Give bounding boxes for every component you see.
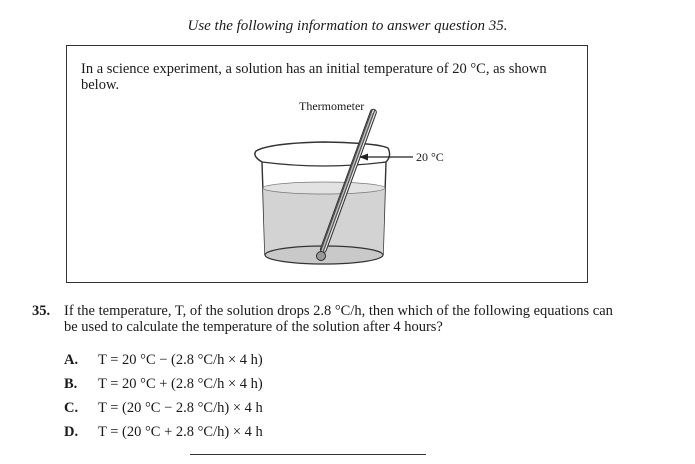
thermometer-label: Thermometer	[299, 99, 365, 113]
option-text: T = 20 °C − (2.8 °C/h × 4 h)	[98, 352, 263, 368]
intro-instruction: Use the following information to answer question 35.	[187, 18, 508, 34]
question-text: If the temperature, T, of the solution drops 2.8 °C/h, then which of the following equations can be used to calculate the temperature of the solution after 4 hours?	[64, 303, 613, 335]
option-text: T = (20 °C + 2.8 °C/h) × 4 h	[98, 424, 263, 440]
option-letter: C.	[64, 400, 79, 416]
temperature-label: 20 °C	[416, 150, 444, 164]
liquid-surface	[263, 182, 385, 194]
option-text: T = 20 °C + (2.8 °C/h × 4 h)	[98, 376, 263, 392]
option-letter: D.	[64, 424, 79, 440]
option-text: T = (20 °C − 2.8 °C/h) × 4 h	[98, 400, 263, 416]
info-text: In a science experiment, a solution has an initial temperature of 20 °C, as shown below.	[81, 61, 547, 93]
section-divider	[190, 454, 426, 455]
option-letter: A.	[64, 352, 79, 368]
beaker-rim-front	[262, 162, 386, 166]
beaker-rim	[255, 142, 390, 162]
option-letter: B.	[64, 376, 78, 392]
question-number: 35.	[32, 303, 51, 319]
